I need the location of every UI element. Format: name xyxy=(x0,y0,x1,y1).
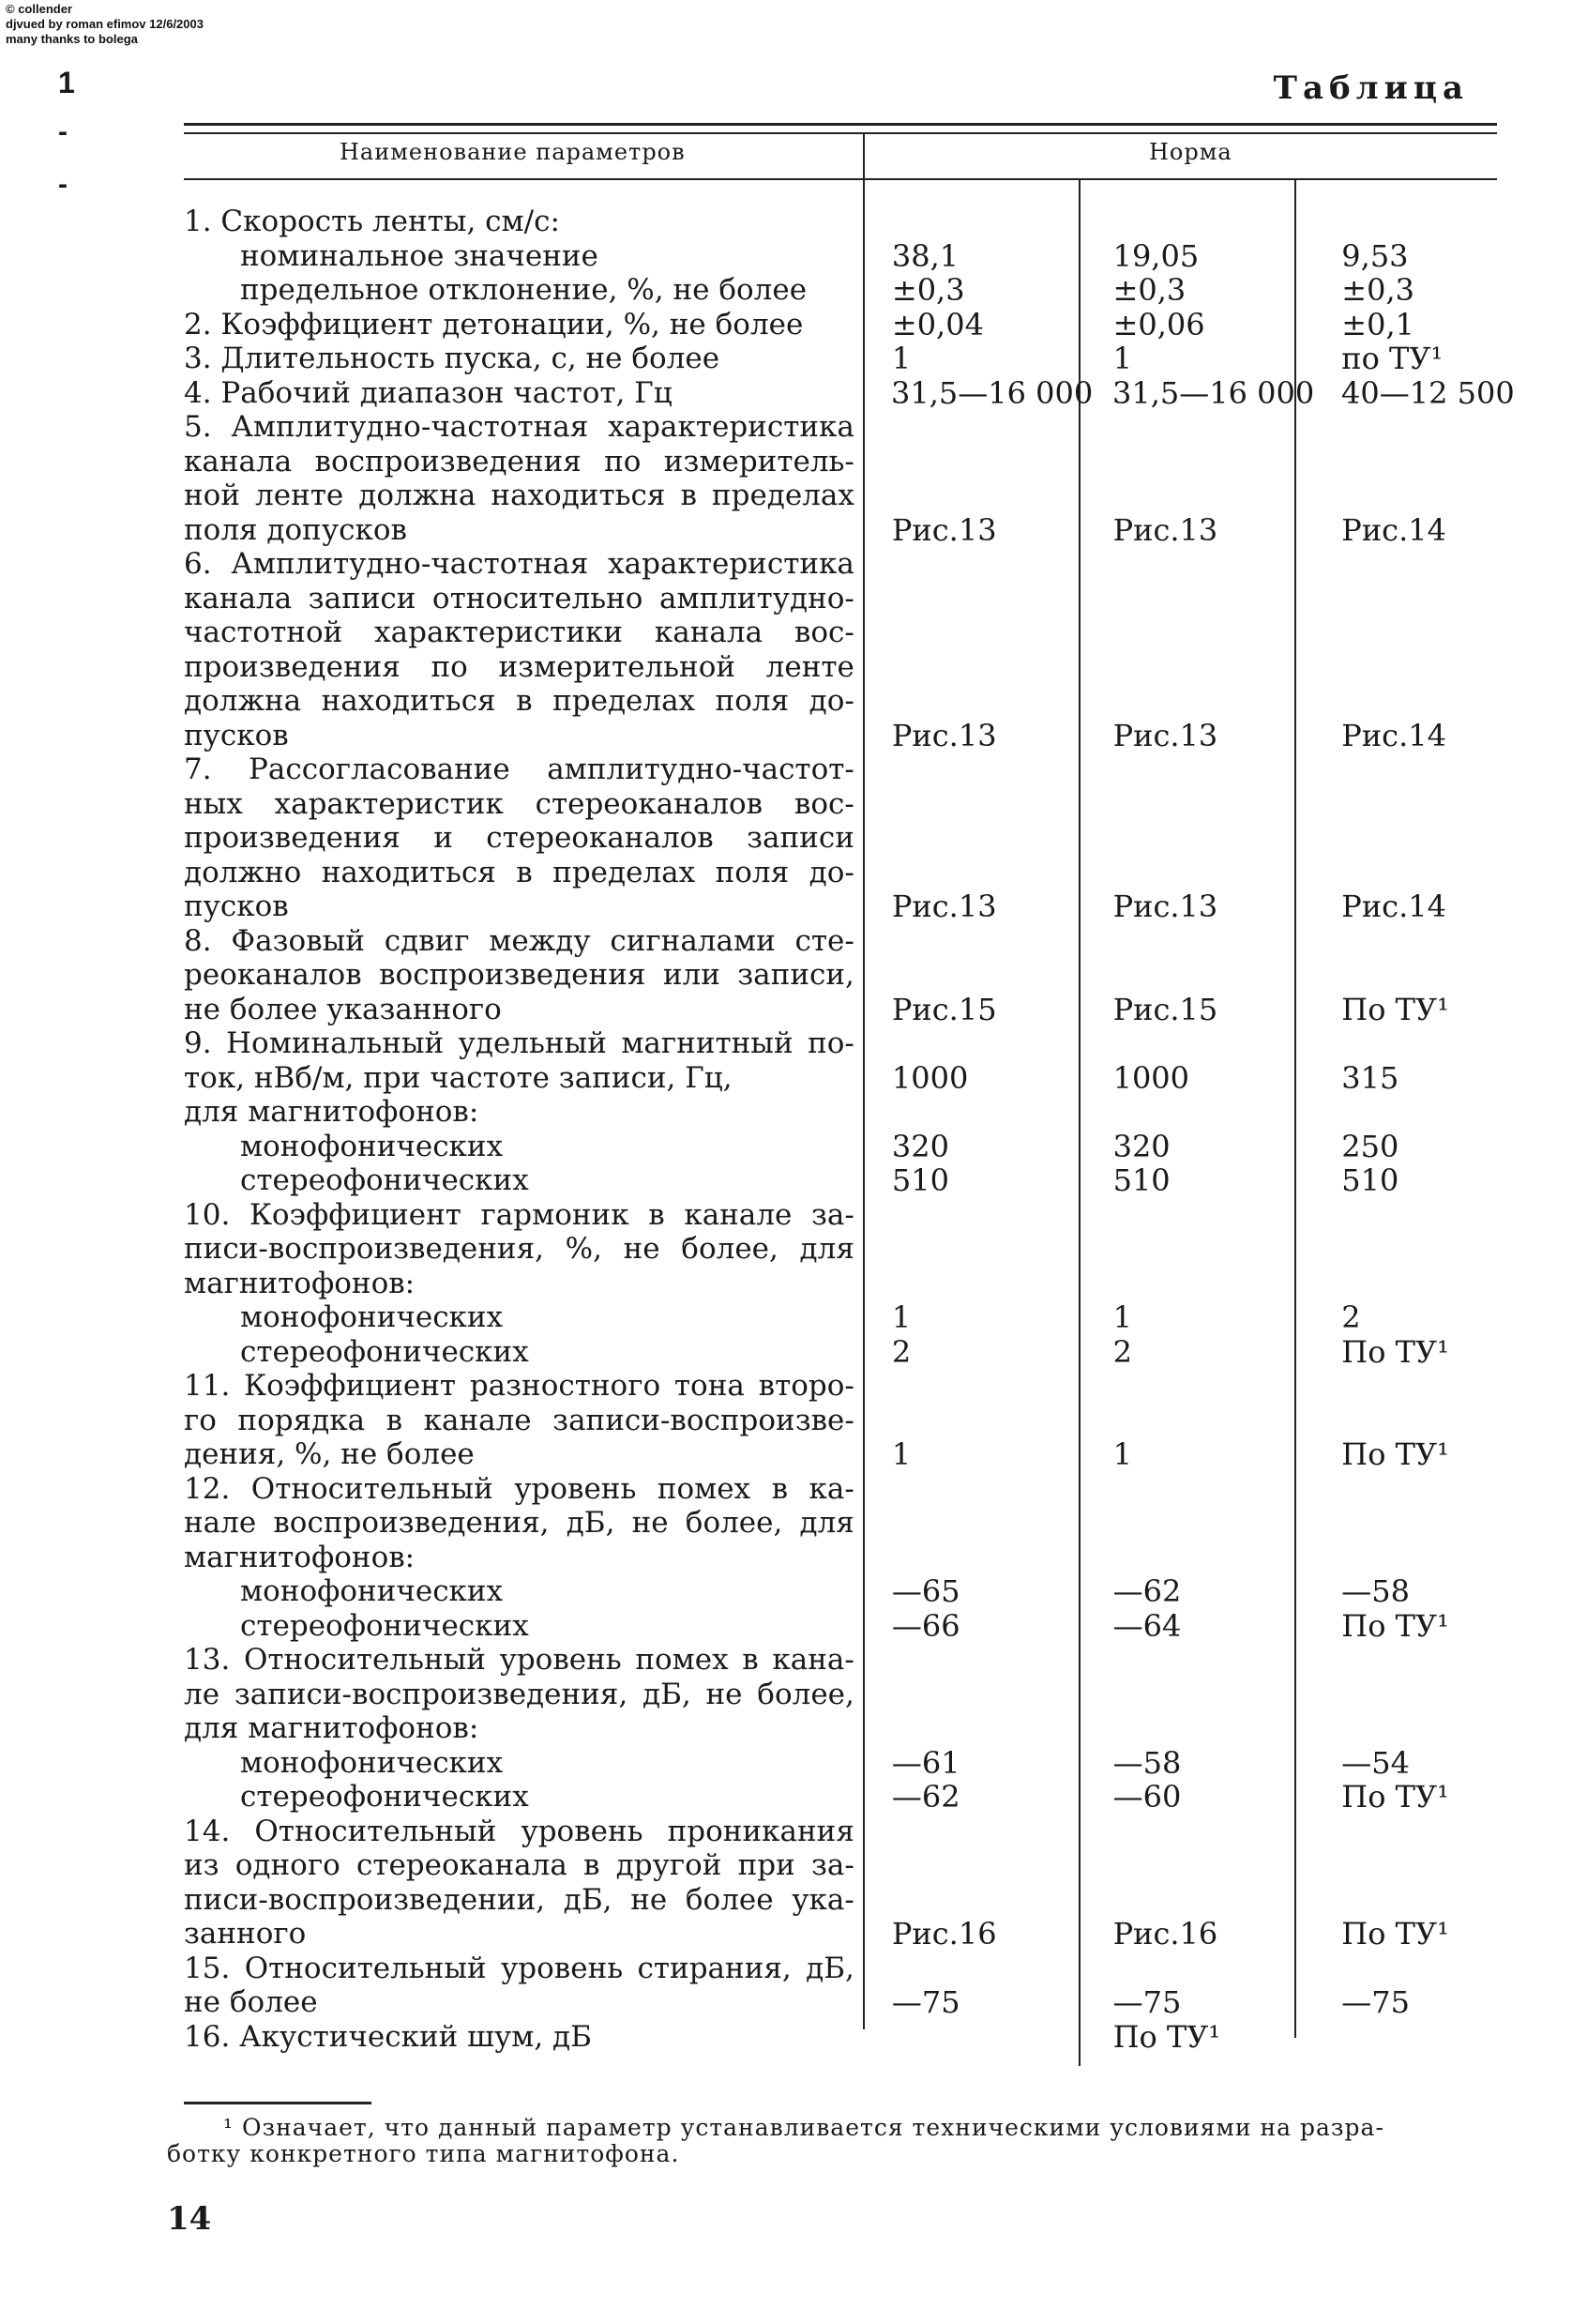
norm-cell xyxy=(1074,2020,1292,2055)
norm-value: Рис.13 xyxy=(1112,889,1218,924)
norm-cell xyxy=(1291,1711,1506,1746)
norm-value: 19,05 xyxy=(1112,237,1200,274)
norm-value: 510 xyxy=(891,1162,949,1198)
norm-value: ±0,1 xyxy=(1341,306,1414,342)
norm-value: По ТУ¹ xyxy=(1341,1436,1449,1472)
norm-value xyxy=(1341,1541,1506,1575)
param-cell xyxy=(184,273,858,308)
table-body xyxy=(184,205,1515,2055)
table-row xyxy=(184,1198,1506,1301)
table-row xyxy=(184,1574,1506,1643)
margin-mark: - xyxy=(58,169,68,200)
param-text: стереофонических xyxy=(240,1780,529,1814)
norm-value: 31,5—16 000 xyxy=(891,374,1094,411)
norm-cell xyxy=(858,889,1074,924)
norm-cell xyxy=(1291,374,1515,411)
norm-value: Рис.14 xyxy=(1341,889,1446,924)
table-top-rule xyxy=(184,123,1497,126)
norm-cell xyxy=(1291,1437,1506,1472)
norm-value: —54 xyxy=(1341,1744,1410,1781)
credit-line: © collender xyxy=(6,2,72,16)
param-text: магнитофонов: xyxy=(184,1266,416,1300)
param-text: поля допусков xyxy=(184,512,407,547)
norm-cell xyxy=(1291,342,1506,376)
norm-cell xyxy=(858,342,1074,376)
param-text: монофонических xyxy=(240,1129,504,1163)
norm-value xyxy=(892,1267,1074,1301)
norm-value: 510 xyxy=(1341,1162,1399,1198)
param-text: монофонических xyxy=(240,1574,504,1608)
norm-cell xyxy=(1074,719,1292,753)
header-norm: Норма xyxy=(1149,139,1232,165)
table-row xyxy=(184,342,1506,376)
param-text: монофонических xyxy=(240,1300,504,1334)
norm-value: По ТУ¹ xyxy=(1112,2018,1221,2055)
norm-value: по ТУ¹ xyxy=(1341,341,1444,376)
param-text: из одного стереоканала в другой при за- xyxy=(184,1848,854,1882)
norm-cell xyxy=(1074,993,1292,1027)
param-text: 13. Относительный уровень помех в кана- xyxy=(184,1643,854,1677)
param-text: произведения и стереоканалов записи xyxy=(184,821,854,855)
credit-line: many thanks to bolega xyxy=(6,32,138,46)
norm-cell xyxy=(1291,308,1506,342)
norm-cell xyxy=(1074,1917,1292,1952)
norm-cell xyxy=(1291,1574,1506,1643)
norm-cell xyxy=(858,1711,1074,1746)
param-text: для магнитофонов: xyxy=(184,1095,479,1129)
norm-value: 31,5—16 000 xyxy=(1112,374,1315,411)
norm-cell xyxy=(1291,1300,1506,1369)
footnote-line: ботку конкретного типа магнитофона. xyxy=(167,2140,680,2167)
table-title: Таблица xyxy=(1273,69,1469,107)
table-row xyxy=(184,1643,1506,1746)
norm-value: По ТУ¹ xyxy=(1341,1779,1449,1815)
norm-cell xyxy=(1074,342,1292,376)
param-text: реоканалов воспроизведения или записи, xyxy=(184,958,854,992)
norm-cell xyxy=(1074,1541,1292,1575)
param-text: писи-воспроизведении, дБ, не более ука- xyxy=(184,1882,854,1917)
norm-cell xyxy=(858,1746,1074,1815)
norm-value: 2 xyxy=(1341,1299,1361,1335)
table-row xyxy=(184,1130,1506,1198)
norm-value: —60 xyxy=(1112,1779,1182,1815)
param-text: занного xyxy=(184,1917,307,1951)
norm-cell xyxy=(1074,1711,1292,1746)
norm-cell xyxy=(1074,1437,1292,1472)
param-text: пусков xyxy=(184,718,289,752)
norm-cell xyxy=(1291,993,1506,1027)
norm-cell xyxy=(1074,1574,1292,1643)
param-cell xyxy=(184,547,858,752)
norm-cell xyxy=(1291,1746,1506,1815)
norm-cell xyxy=(1074,205,1292,239)
param-cell xyxy=(184,1130,858,1198)
norm-value: —61 xyxy=(891,1744,960,1781)
footnote-line: ¹ Означает, что данный параметр устанавливается техническими условиями на разра- xyxy=(223,2114,1384,2141)
norm-value: ±0,3 xyxy=(891,272,965,308)
param-text: нале воспроизведения, дБ, не более, для xyxy=(184,1506,854,1540)
norm-value: 315 xyxy=(1341,1059,1399,1096)
norm-cell xyxy=(858,2020,1074,2055)
param-text: стереофонических xyxy=(240,1608,529,1643)
norm-value: —75 xyxy=(1341,1984,1410,2020)
margin-mark: 1 xyxy=(58,66,75,99)
norm-cell xyxy=(1291,1130,1506,1198)
norm-value: —65 xyxy=(891,1573,960,1609)
param-text: номинальное значение xyxy=(240,238,598,273)
norm-value: 1 xyxy=(1112,341,1132,376)
param-text: 12. Относительный уровень помех в ка- xyxy=(184,1471,854,1506)
param-cell xyxy=(184,1472,858,1575)
norm-cell xyxy=(1291,513,1506,548)
norm-cell xyxy=(857,374,1094,411)
param-text: 11. Коэффициент разностного тона второ- xyxy=(184,1369,854,1403)
norm-value xyxy=(892,1095,1074,1130)
norm-value xyxy=(892,205,1074,239)
norm-cell xyxy=(1291,1267,1506,1301)
norm-value: По ТУ¹ xyxy=(1341,1916,1449,1952)
norm-value: Рис.13 xyxy=(1112,717,1218,753)
norm-value: 510 xyxy=(1112,1162,1171,1198)
norm-value: 1 xyxy=(891,341,912,376)
norm-value: 2 xyxy=(1112,1333,1132,1370)
param-text: стереофонических xyxy=(240,1334,529,1369)
norm-value: 9,53 xyxy=(1341,237,1409,274)
table-row xyxy=(184,374,1515,411)
norm-cell xyxy=(1074,1267,1292,1301)
norm-value xyxy=(1341,2020,1506,2055)
norm-value xyxy=(1341,1095,1506,1130)
header-parameters: Наименование параметров xyxy=(340,139,686,165)
norm-cell xyxy=(1291,205,1506,239)
table-row xyxy=(184,2020,1506,2055)
param-cell xyxy=(184,308,858,342)
param-text: 6. Амплитудно-частотная характеристика xyxy=(184,547,854,581)
norm-cell xyxy=(858,1574,1074,1643)
norm-value xyxy=(1341,1267,1506,1301)
norm-cell xyxy=(1291,1095,1506,1130)
norm-cell xyxy=(858,1300,1074,1369)
param-text: 4. Рабочий диапазон частот, Гц xyxy=(184,375,673,410)
param-cell xyxy=(184,1095,858,1130)
param-text: ток, нВб/м, при частоте записи, Гц, xyxy=(184,1060,733,1095)
param-text: 14. Относительный уровень проникания xyxy=(184,1814,854,1848)
norm-cell xyxy=(1074,889,1292,924)
norm-cell xyxy=(858,1130,1074,1198)
norm-cell xyxy=(858,1437,1074,1472)
table-row xyxy=(184,1026,1506,1095)
param-cell xyxy=(184,376,857,411)
norm-cell xyxy=(858,1095,1074,1130)
norm-value: —58 xyxy=(1112,1744,1182,1781)
norm-value: Рис.13 xyxy=(1112,511,1218,548)
table-row xyxy=(184,1095,1506,1130)
table-row xyxy=(184,547,1506,752)
param-text: 7. Рассогласование амплитудно-частот- xyxy=(184,752,854,786)
param-cell xyxy=(184,924,858,1027)
param-text: 16. Акустический шум, дБ xyxy=(184,2019,592,2054)
table-top-rule-inner xyxy=(184,132,1497,134)
norm-value: По ТУ¹ xyxy=(1341,991,1449,1027)
param-text: го порядка в канале записи-воспроизве- xyxy=(184,1403,854,1437)
param-text: ле записи-воспроизведения, дБ, не более, xyxy=(184,1677,854,1711)
param-text: стереофонических xyxy=(240,1163,529,1197)
norm-cell xyxy=(858,513,1074,548)
norm-cell xyxy=(1074,1985,1292,2020)
norm-value: 1 xyxy=(1112,1436,1132,1472)
norm-cell xyxy=(1074,1130,1292,1198)
norm-value: По ТУ¹ xyxy=(1341,1333,1449,1370)
param-text: монофонических xyxy=(240,1745,504,1780)
param-text: не более xyxy=(184,1985,318,2019)
norm-cell xyxy=(1291,239,1506,274)
table-row xyxy=(184,410,1506,547)
norm-cell xyxy=(1074,239,1292,274)
param-text: должно находиться в пределах поля до- xyxy=(184,855,854,889)
param-cell xyxy=(184,342,858,376)
norm-value: 1000 xyxy=(891,1059,969,1096)
norm-cell xyxy=(858,239,1074,274)
norm-value: Рис.13 xyxy=(891,889,997,924)
norm-value: 38,1 xyxy=(891,237,960,274)
param-text: 15. Относительный уровень стирания, дБ, xyxy=(184,1951,854,1985)
norm-value: 320 xyxy=(1112,1128,1171,1164)
norm-value: Рис.14 xyxy=(1341,511,1446,548)
margin-mark: - xyxy=(58,116,68,147)
norm-value xyxy=(892,1711,1074,1746)
table-row xyxy=(184,1472,1506,1575)
table-row xyxy=(184,1746,1506,1815)
table-row xyxy=(184,924,1506,1027)
norm-value: 1 xyxy=(891,1436,912,1472)
norm-value: Рис.16 xyxy=(1112,1916,1218,1952)
norm-value: По ТУ¹ xyxy=(1341,1607,1449,1644)
norm-value: Рис.13 xyxy=(891,717,997,753)
norm-cell xyxy=(1291,1061,1506,1096)
norm-value: Рис.13 xyxy=(891,511,997,548)
norm-value: —58 xyxy=(1341,1573,1410,1609)
param-text: дения, %, не более xyxy=(184,1437,475,1471)
norm-value: Рис.16 xyxy=(891,1916,997,1952)
param-cell xyxy=(184,1369,858,1472)
norm-value: —62 xyxy=(1112,1573,1182,1609)
param-text: канала записи относительно амплитудно- xyxy=(184,581,854,615)
norm-value: ±0,3 xyxy=(1341,272,1414,308)
norm-value: 40—12 500 xyxy=(1341,374,1515,411)
norm-cell xyxy=(1291,889,1506,924)
norm-value xyxy=(1113,1541,1292,1575)
param-text: 3. Длительность пуска, с, не более xyxy=(184,342,720,375)
norm-cell xyxy=(1074,1300,1292,1369)
param-cell xyxy=(184,1026,858,1095)
param-text: ной ленте должна находиться в пределах xyxy=(184,478,854,512)
table-row xyxy=(184,1815,1506,1952)
norm-cell xyxy=(1291,273,1506,308)
param-text: 5. Амплитудно-частотная характеристика xyxy=(184,410,854,444)
param-cell xyxy=(184,410,858,547)
norm-value: —75 xyxy=(1112,1984,1182,2020)
norm-value xyxy=(1113,205,1292,239)
header-bottom-rule xyxy=(184,178,1497,180)
norm-cell xyxy=(1073,374,1315,411)
norm-cell xyxy=(858,1985,1074,2020)
param-text: должна находиться в пределах поля до- xyxy=(184,684,854,718)
param-cell xyxy=(184,1198,858,1301)
norm-value: Рис.15 xyxy=(1112,991,1218,1027)
norm-value xyxy=(892,2020,1074,2055)
norm-value: 2 xyxy=(891,1333,912,1370)
param-text: писи-воспроизведения, %, не более, для xyxy=(184,1232,854,1266)
norm-value: 250 xyxy=(1341,1128,1399,1164)
norm-cell xyxy=(1074,1746,1292,1815)
table-row xyxy=(184,205,1506,239)
norm-value xyxy=(892,1541,1074,1575)
table-row xyxy=(184,752,1506,924)
norm-value xyxy=(1113,1711,1292,1746)
norm-value: 1000 xyxy=(1112,1059,1190,1096)
norm-value: 1 xyxy=(891,1299,912,1335)
norm-value xyxy=(1113,1267,1292,1301)
param-cell xyxy=(184,1643,858,1746)
param-text: произведения по измерительной ленте xyxy=(184,649,854,684)
norm-cell xyxy=(1291,719,1506,753)
param-cell xyxy=(184,1952,858,2020)
param-text: 8. Фазовый сдвиг между сигналами сте- xyxy=(184,923,854,958)
norm-value: ±0,06 xyxy=(1112,306,1205,342)
param-text: частотной характеристики канала вос- xyxy=(184,615,854,649)
table-row xyxy=(184,1952,1506,2020)
page-number: 14 xyxy=(167,2200,212,2238)
norm-cell xyxy=(1074,308,1292,342)
param-text: 9. Номинальный удельный магнитный по- xyxy=(184,1026,854,1060)
param-cell xyxy=(184,1815,858,1952)
norm-value xyxy=(1341,1711,1506,1746)
param-text: не более указанного xyxy=(184,992,502,1026)
table-row xyxy=(184,273,1506,308)
param-text: пусков xyxy=(184,889,289,923)
norm-cell xyxy=(858,719,1074,753)
norm-cell xyxy=(1291,2020,1506,2055)
param-cell xyxy=(184,2020,858,2055)
param-cell xyxy=(184,1300,858,1369)
norm-value xyxy=(1341,205,1506,239)
norm-value: Рис.14 xyxy=(1341,717,1446,753)
norm-value: —75 xyxy=(891,1984,960,2020)
norm-cell xyxy=(1074,1061,1292,1096)
param-cell xyxy=(184,239,858,274)
norm-cell xyxy=(858,1267,1074,1301)
param-text: 2. Коэффициент детонации, %, не более xyxy=(184,307,804,342)
norm-cell xyxy=(1291,1917,1506,1952)
norm-cell xyxy=(1291,1985,1506,2020)
norm-cell xyxy=(858,1541,1074,1575)
norm-cell xyxy=(858,273,1074,308)
norm-value xyxy=(1113,1095,1292,1130)
norm-value: 320 xyxy=(891,1128,949,1164)
norm-cell xyxy=(858,308,1074,342)
norm-value: ±0,04 xyxy=(891,306,984,342)
norm-cell xyxy=(1074,1095,1292,1130)
norm-cell xyxy=(858,205,1074,239)
param-cell xyxy=(184,1746,858,1815)
norm-cell xyxy=(858,1917,1074,1952)
norm-cell xyxy=(1074,513,1292,548)
table-row xyxy=(184,1369,1506,1472)
param-text: предельное отклонение, %, не более xyxy=(240,273,808,307)
param-text: 1. Скорость ленты, см/с: xyxy=(184,205,560,238)
footnote xyxy=(167,2115,1499,2167)
norm-value: —64 xyxy=(1112,1607,1182,1644)
param-cell xyxy=(184,205,858,239)
table-row xyxy=(184,1300,1506,1369)
param-text: магнитофонов: xyxy=(184,1540,416,1574)
norm-cell xyxy=(858,993,1074,1027)
scan-credit xyxy=(6,2,204,47)
table-row xyxy=(184,308,1506,342)
param-cell xyxy=(184,1574,858,1643)
param-cell xyxy=(184,752,858,924)
norm-value: Рис.15 xyxy=(891,991,997,1027)
norm-value: —62 xyxy=(891,1779,960,1815)
table-row xyxy=(184,239,1506,274)
norm-value: 1 xyxy=(1112,1299,1132,1335)
norm-cell xyxy=(1074,273,1292,308)
norm-value: —66 xyxy=(891,1607,960,1644)
param-text: ных характеристик стереоканалов вос- xyxy=(184,786,854,821)
norm-cell xyxy=(1291,1541,1506,1575)
norm-cell xyxy=(858,1061,1074,1096)
footnote-rule xyxy=(184,2102,371,2104)
norm-value: ±0,3 xyxy=(1112,272,1187,308)
param-text: 10. Коэффициент гармоник в канале за- xyxy=(184,1197,854,1232)
param-text: для магнитофонов: xyxy=(184,1711,479,1745)
param-text: канала воспроизведения по измеритель- xyxy=(184,444,854,478)
credit-line: djvued by roman efimov 12/6/2003 xyxy=(6,17,204,31)
